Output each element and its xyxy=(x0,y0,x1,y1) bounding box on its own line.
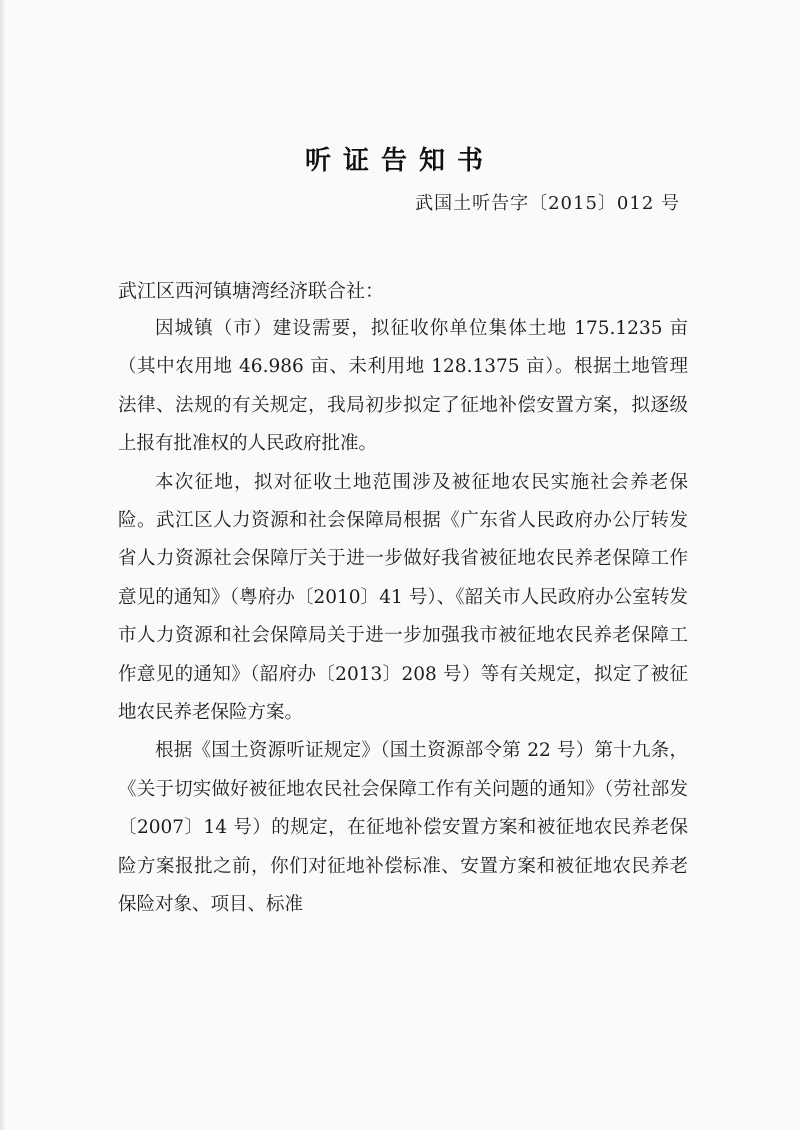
salutation: 武江区西河镇塘湾经济联合社： xyxy=(118,280,385,302)
document-title: 听证告知书 xyxy=(304,146,495,176)
paragraph-pension-insurance: 本次征地，拟对征收土地范围涉及被征地农民实施社会养老保险。武江区人力资源和社会保障局根据《广东省人民政府办公厅转发省人力资源社会保障厅关于进一步做好我省被征地农民养老保障工作意见的通知》（粤府办〔2010〕41 号）、《韶关市人民政府办公室转发市人力资源和社会保障局关于进一步加强我市被征地农民养老保障工作意见的通知》（韶府办〔2013〕208 号）等有关规定，拟定了被征地农民养老保险方案。 xyxy=(118,471,688,724)
document-body xyxy=(118,272,688,925)
paragraph-land-acquisition: 因城镇（市）建设需要，拟征收你单位集体土地 175.1235 亩（其中农用地 46.986 亩、未利用地 128.1375 亩）。根据土地管理法律、法规的有关规定，我局初步拟定了征地补偿安置方案，拟逐级上报有批准权的人民政府批准。 xyxy=(118,318,688,455)
document-number: 武国土听告字〔2015〕012 号 xyxy=(415,193,680,214)
paragraph-hearing-rights: 根据《国土资源听证规定》（国土资源部令第 22 号）第十九条，《关于切实做好被征地农民社会保障工作有关问题的通知》（劳社部发〔2007〕14 号）的规定，在征地补偿安置方案和被征地农民养老保险方案报批之前，你们对征地补偿标准、安置方案和被征地农民养老保险对象、项目、标准 xyxy=(118,740,688,916)
